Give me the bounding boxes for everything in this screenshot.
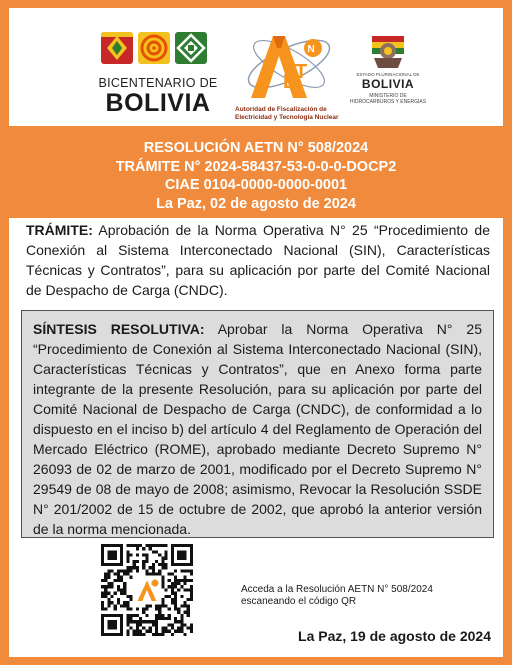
coat-of-arms-icon xyxy=(368,34,408,70)
resolution-header xyxy=(9,126,503,218)
tramite-label: TRÁMITE: xyxy=(26,222,93,238)
tramite-paragraph xyxy=(26,220,490,300)
sintesis-text: Aprobar la Norma Operativa N° 25 “Procedimiento de Conexión al Sistema Interconectado Nacional (SIN), Características Técnicas y Contratos”, que en Anexo forma parte integrante de la presente Resolución, para su aplicación por parte del Comité Nacional de Despacho de Carga (CNDC), de conformidad a lo dispuesto en el inciso b) del artículo 4 del Reglamento de Operación del Mercado Eléctrico (ROME), aprobado mediante Decreto Supremo N° 26093 de 02 de marzo de 2001, modificado por el Decreto Supremo N° 29549 de 08 de mayo de 2008; asimismo, Revocar la Resolución SSDE N° 201/2002 de 15 de octubre de 2002, que aprobó la anterior versión de la norma mencionada. xyxy=(33,321,482,537)
svg-text:T: T xyxy=(295,61,308,83)
qr-instructions-line1: Acceda a la Resolución AETN N° 508/2024 xyxy=(241,584,433,595)
bicentenario-red-tile xyxy=(101,32,133,64)
aetn-caption xyxy=(235,106,345,122)
estado-title: BOLIVIA xyxy=(361,77,415,91)
qr-code[interactable] xyxy=(101,544,193,636)
tramite-number: TRÁMITE N° 2024-58437-53-0-0-0-DOCP2 xyxy=(115,158,397,175)
bicentenario-yellow-tile xyxy=(138,32,170,64)
ciae-number: CIAE 0104-0000-0000-0001 xyxy=(164,177,348,193)
bicentenario-subtitle: BICENTENARIO DE xyxy=(98,76,218,90)
tramite-text: Aprobación de la Norma Operativa N° 25 “Procedimiento de Conexión al Sistema Interconectado Nacional (SIN), Características Técnicas y Contratos”, para su aplicación por parte del Comité Nacional de Despacho de Carga (CNDC). xyxy=(26,222,490,298)
bicentenario-title: BOLIVIA xyxy=(105,89,211,117)
resolution-number: RESOLUCIÓN AETN N° 508/2024 xyxy=(143,140,369,156)
footer-date: La Paz, 19 de agosto de 2024 xyxy=(298,628,491,644)
sintesis-paragraph xyxy=(33,319,482,539)
qr-instructions-line2: escaneando el código QR xyxy=(241,596,357,607)
sintesis-box xyxy=(21,310,494,538)
bicentenario-green-tile xyxy=(175,32,207,64)
document-frame xyxy=(9,8,503,657)
header-date: La Paz, 02 de agosto de 2024 xyxy=(156,195,356,212)
ministerio-line1: MINISTERIO DE xyxy=(369,93,407,99)
svg-text:N: N xyxy=(307,44,315,55)
aetn-caption-line1: Autoridad de Fiscalización de xyxy=(235,106,327,113)
aetn-logo xyxy=(229,26,341,124)
estado-small-text: ESTADO PLURINACIONAL DE xyxy=(356,72,420,77)
ministerio-logo xyxy=(347,34,429,122)
ministerio-line2: HIDROCARBUROS Y ENERGÍAS xyxy=(349,99,427,105)
ministerio-text xyxy=(347,93,429,105)
aetn-caption-line2: Electricidad y Tecnología Nuclear xyxy=(235,114,339,121)
qr-instructions xyxy=(241,584,481,608)
sintesis-label: SÍNTESIS RESOLUTIVA: xyxy=(33,321,205,337)
bicentenario-logo xyxy=(95,32,221,120)
svg-text:E: E xyxy=(283,71,297,93)
logo-band xyxy=(9,8,503,126)
